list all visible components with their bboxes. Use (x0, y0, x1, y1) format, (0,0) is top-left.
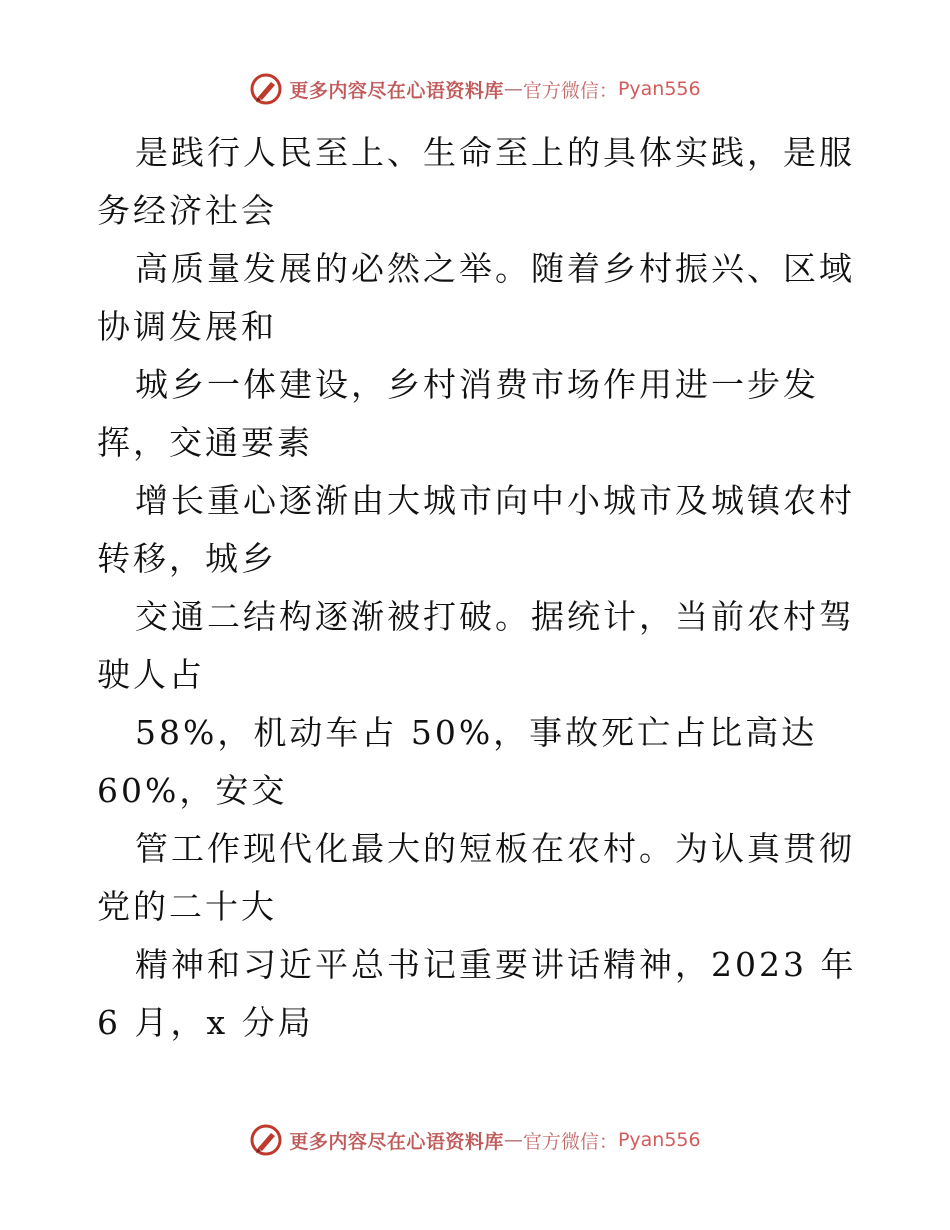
pen-logo-icon (249, 72, 283, 106)
paragraph: 增长重心逐渐由大城市向中小城市及城镇农村转移，城乡 (97, 481, 855, 578)
paragraph: 城乡一体建设，乡村消费市场作用进一步发挥，交通要素 (97, 365, 819, 462)
paragraph: 管工作现代化最大的短板在农村。为认真贯彻党的二十大 (97, 829, 855, 926)
paragraph: 58%，机动车占 50%，事故死亡占比高达 60%，安交 (97, 713, 818, 810)
paragraph: 交通二结构逐渐被打破。据统计，当前农村驾驶人占 (97, 597, 855, 694)
footer-wechat-label: 官方微信： (522, 1130, 618, 1153)
footer-brand: 更多内容尽在心语资料库 (289, 1130, 504, 1153)
header-watermark (0, 72, 950, 106)
document-body (97, 124, 857, 1052)
footer-wechat-account: Pyan556 (617, 1129, 701, 1151)
paragraph: 高质量发展的必然之举。随着乡村振兴、区域协调发展和 (97, 249, 855, 346)
footer-watermark (0, 1123, 950, 1157)
footer-separator: — (503, 1129, 523, 1151)
header-brand: 更多内容尽在心语资料库 (289, 79, 504, 102)
pen-logo-icon (249, 1123, 283, 1157)
paragraph: 是践行人民至上、生命至上的具体实践，是服务经济社会 (97, 133, 855, 230)
header-wechat-label: 官方微信： (522, 79, 618, 102)
paragraph: 精神和习近平总书记重要讲话精神，2023 年 6 月，x 分局 (97, 945, 857, 1042)
header-separator: — (503, 78, 523, 100)
header-wechat-account: Pyan556 (617, 78, 701, 100)
